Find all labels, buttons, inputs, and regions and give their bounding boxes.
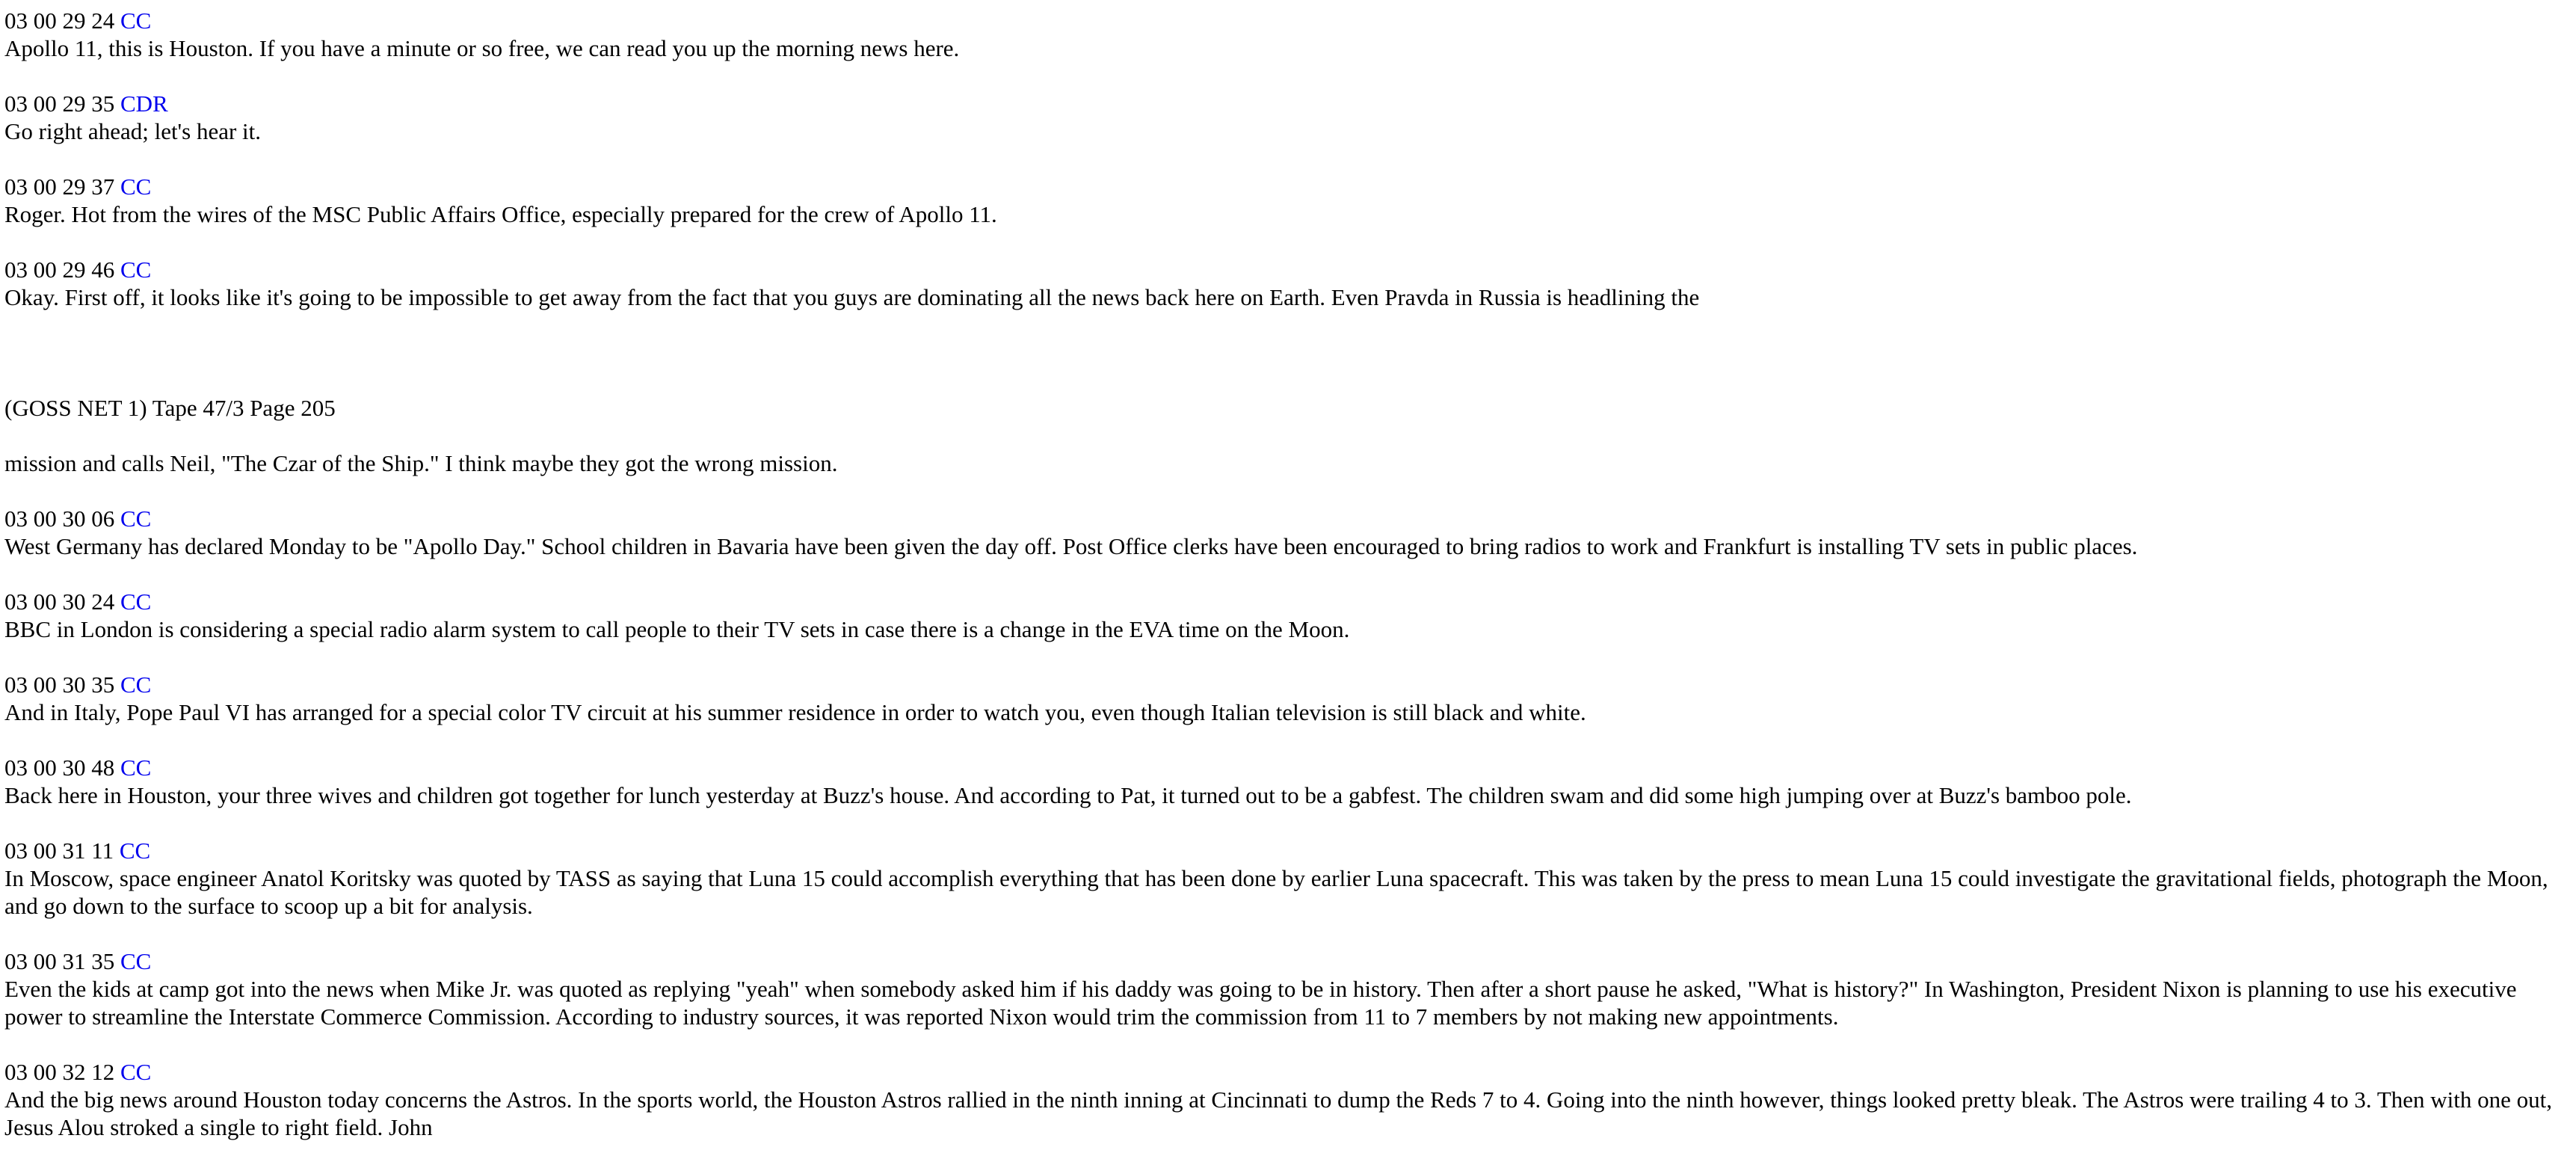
transcript-entry [4, 947, 2572, 1030]
continuation-text: mission and calls Neil, "The Czar of the Ship." I think maybe they got the wrong mission. [4, 450, 838, 476]
transcript-entry [4, 588, 2572, 643]
transcript-entry [4, 173, 2572, 228]
entry-header [4, 505, 2572, 532]
tape-page-header: (GOSS NET 1) Tape 47/3 Page 205 [4, 395, 336, 421]
entry-text: In Moscow, space engineer Anatol Koritsky was quoted by TASS as saying that Luna 15 could accomplish everything that has been done by earlier Luna spacecraft. This was taken by the press to mean Luna 15 could investigate the gravitational fields, photograph the Moon, and go down to the surface to scoop up a bit for analysis. [4, 865, 2548, 919]
entry-text: And in Italy, Pope Paul VI has arranged for a special color TV circuit at his summer residence in order to watch you, even though Italian television is still black and white. [4, 699, 1586, 725]
speaker-link[interactable]: CC [120, 1059, 152, 1085]
timestamp: 03 00 30 24 [4, 588, 115, 615]
entry-text: Back here in Houston, your three wives and children got together for lunch yesterday at Buzz's house. And according to Pat, it turned out to be a gabfest. The children swam and did some high jumping over at Buzz's bamboo pole. [4, 782, 2132, 808]
transcript-entry [4, 505, 2572, 560]
transcript-entry [4, 1058, 2572, 1141]
transcript-entry [4, 837, 2572, 920]
entry-text: Okay. First off, it looks like it's going to be impossible to get away from the fact that you guys are dominating all the news back here on Earth. Even Pravda in Russia is headlining the [4, 284, 1700, 310]
entry-header [4, 754, 2572, 781]
speaker-link[interactable]: CDR [120, 90, 168, 117]
entry-text: And the big news around Houston today concerns the Astros. In the sports world, the Houston Astros rallied in the ninth inning at Cincinnati to dump the Reds 7 to 4. Going into the ninth however, things looked pretty bleak. The Astros were trailing 4 to 3. Then with one out, Jesus Alou stroked a single to right field. John [4, 1086, 2553, 1140]
transcript-entry [4, 90, 2572, 145]
entry-text: Go right ahead; let's hear it. [4, 118, 262, 144]
speaker-link[interactable]: CC [120, 256, 152, 283]
transcript-entry [4, 671, 2572, 726]
speaker-link[interactable]: CC [120, 7, 152, 34]
timestamp: 03 00 30 48 [4, 754, 115, 781]
speaker-link[interactable]: CC [120, 505, 152, 532]
timestamp: 03 00 29 46 [4, 256, 115, 283]
speaker-link[interactable]: CC [119, 837, 151, 864]
entry-text: BBC in London is considering a special radio alarm system to call people to their TV sets in case there is a change in the EVA time on the Moon. [4, 616, 1350, 642]
transcript-entry [4, 256, 2572, 311]
transcript-entry [4, 7, 2572, 62]
entry-header [4, 947, 2572, 975]
entry-header [4, 90, 2572, 117]
entry-header [4, 173, 2572, 200]
entry-header [4, 7, 2572, 34]
entry-header [4, 256, 2572, 283]
timestamp: 03 00 31 11 [4, 837, 114, 864]
timestamp: 03 00 30 35 [4, 671, 115, 698]
speaker-link[interactable]: CC [120, 948, 152, 974]
speaker-link[interactable]: CC [120, 588, 152, 615]
entry-header [4, 837, 2572, 864]
entry-text: Roger. Hot from the wires of the MSC Public Affairs Office, especially prepared for the crew of Apollo 11. [4, 201, 997, 227]
timestamp: 03 00 32 12 [4, 1059, 115, 1085]
speaker-link[interactable]: CC [120, 671, 152, 698]
timestamp: 03 00 31 35 [4, 948, 115, 974]
transcript-entry [4, 754, 2572, 809]
entry-text: Apollo 11, this is Houston. If you have a minute or so free, we can read you up the morning news here. [4, 35, 960, 61]
timestamp: 03 00 29 35 [4, 90, 115, 117]
entry-header [4, 671, 2572, 698]
page-break-gap [4, 311, 2572, 394]
timestamp: 03 00 29 24 [4, 7, 115, 34]
speaker-link[interactable]: CC [120, 754, 152, 781]
timestamp: 03 00 30 06 [4, 505, 115, 532]
entry-text: West Germany has declared Monday to be "Apollo Day." School children in Bavaria have been given the day off. Post Office clerks have been encouraged to bring radios to work and Frankfurt is installing TV sets in public places. [4, 533, 2138, 559]
timestamp: 03 00 29 37 [4, 173, 115, 200]
entry-header [4, 1058, 2572, 1086]
entry-header [4, 588, 2572, 615]
speaker-link[interactable]: CC [120, 173, 152, 200]
entry-text: Even the kids at camp got into the news when Mike Jr. was quoted as replying "yeah" when somebody asked him if his daddy was going to be in history. Then after a short pause he asked, "What is history?" In Washington, President Nixon is planning to use his executive power to streamline the Interstate Commerce Commission. According to industry sources, it was reported Nixon would trim the commission from 11 to 7 members by not making new appointments. [4, 976, 2517, 1030]
transcript-column [4, 7, 2572, 1141]
